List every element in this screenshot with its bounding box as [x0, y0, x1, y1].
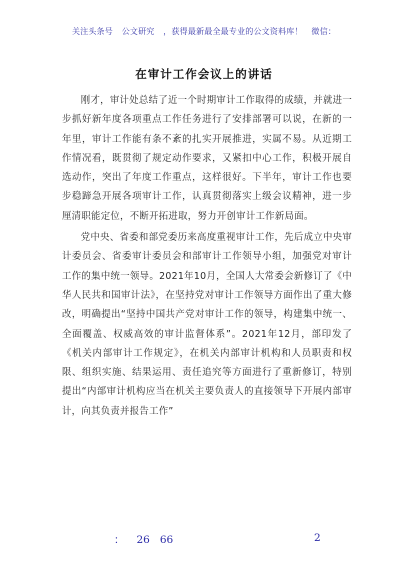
document-title: 在审计工作会议上的讲话	[135, 67, 273, 81]
footer-number-2: 66	[159, 534, 174, 546]
banner-text-follow: 关注头条号	[71, 27, 113, 36]
paragraph-2: 党中央、省委和部党委历来高度重视审计工作，先后成立中央审计委员会、省委审计委员会和部审计工作领导小组，加强党对审计工作的集中统一领导。2021年10月，全国人大常委会新修订了《中华人民共和国审计法》，在坚持党对审计工作领导方面作出了重大修改，明确提出“坚持中国共产党对审计工作的领导，构建集中统一、全面覆盖、权威高效的审计监督体系”。2021年12月，部印发了《机关内部审计工作规定》，在机关内部审计机构和人员职责和权限、组织实施、结果运用、责任追究等方面进行了重新修订，特别提出“内部审计机构应当在机关主要负责人的直接领导下开展内部审计，向其负责并报告工作”	[62, 232, 352, 417]
banner-text-slogan: ，获得最新最全最专业的公文资料库！	[163, 27, 303, 36]
footer-left	[114, 532, 173, 547]
footer-number-1: 26	[136, 534, 150, 546]
footer-marker: ：	[114, 534, 125, 546]
banner-text-wechat: 微信：	[311, 27, 337, 36]
banner-text-account: 公文研究	[121, 27, 155, 36]
page-number: 2	[314, 532, 321, 544]
document-body	[62, 91, 352, 421]
paragraph-1: 刚才，审计处总结了近一个时期审计工作取得的成绩，并就进一步抓好新年度各项重点工作任务进行了安排部署可以说，在新的一年里，审计工作能有条不紊的扎实开展推进，实属不易。从近期工作情况看，既贯彻了规定动作要求，又紧扣中心工作，积极开展自选动作，突出了年度工作重点，这样很好。下半年，审计工作也要步稳蹄急开展各项审计工作，认真贯彻落实上级会议精神，进一步厘清职能定位，不断开拓进取，努力开创审计工作新局面。	[62, 95, 352, 222]
promo-banner	[0, 26, 408, 37]
